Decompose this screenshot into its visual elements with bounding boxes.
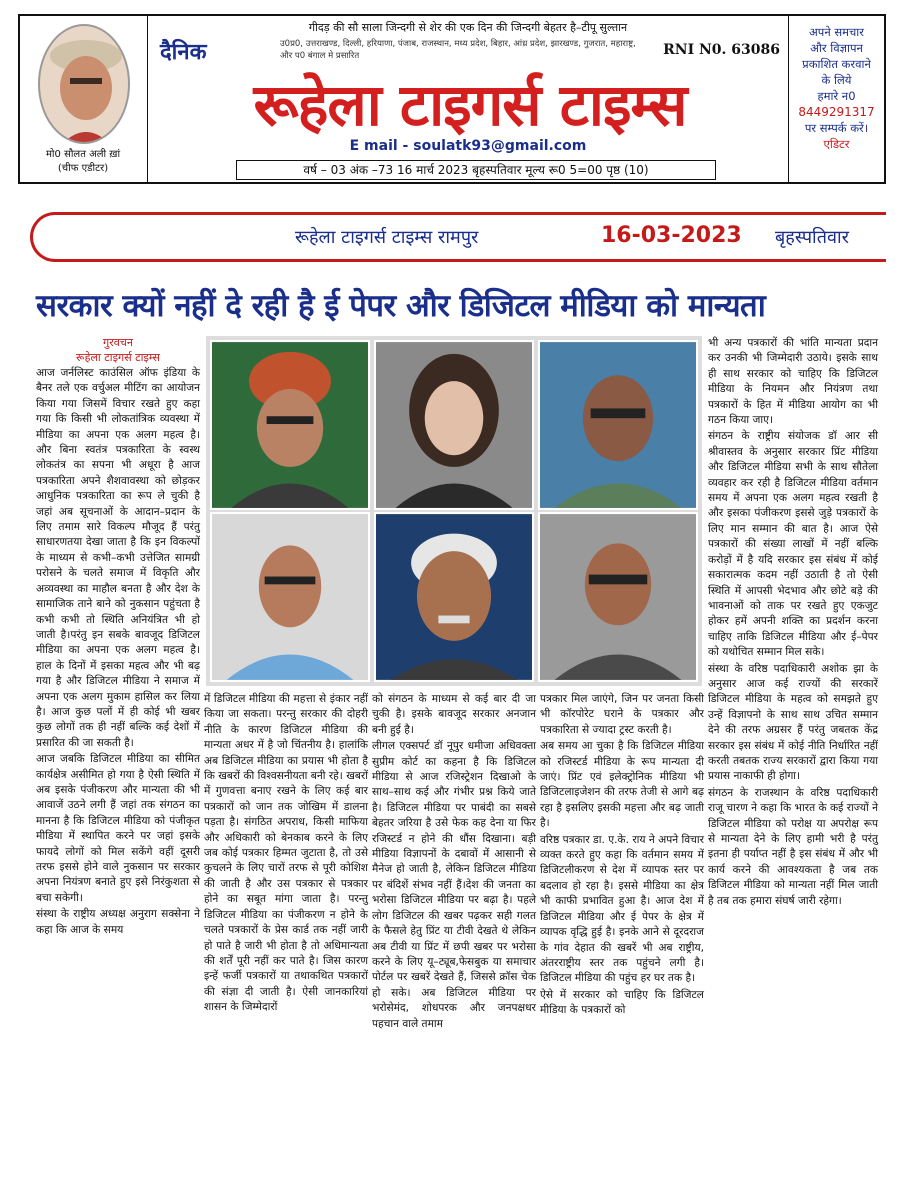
paragraph: संगठन के राजस्थान के वरिष्ठ पदाधिकारी राजू चारण ने कहा कि भारत के कई राज्यों ने डिजिटल मीडिया को परोक्ष या अपरोक्ष रूप से मान्यता देने के लिए हामी भरी है परंतु इतना ही पर्याप्त नहीं है इस संबंध में और भी कार्य करने की आवश्यकता है जब तक डिजिटल मीडिया को मान्यता नहीं मिल जाती है तब तक हमारा संघर्ष जारी रहेगा।	[708, 786, 878, 907]
dainik-label: दैनिक	[160, 39, 207, 65]
ad-line: और विज्ञापन	[810, 41, 863, 55]
masthead	[18, 14, 886, 184]
issue-line: वर्ष – 03 अंक –73 16 मार्च 2023 बृहस्पतिवार मूल्य रू0 5=00 पृष्ठ (10)	[236, 160, 716, 180]
ad-line: हमारे न0	[817, 89, 856, 103]
article-column-2	[204, 692, 368, 1017]
editor-box	[20, 16, 148, 182]
tagline: गीदड़ की सौ साला जिन्दगी से शेर की एक दिन की जिन्दगी बेहतर है–टीपू सुल्तान	[308, 21, 628, 34]
banner-date: 16-03-2023	[601, 223, 742, 248]
paragraph: संगठन के राष्ट्रीय संयोजक डॉ आर सी श्रीवास्तव के अनुसार सरकार प्रिंट मीडिया और डिजिटल मीडिया सभी के साथ सौतेला व्यवहार कर रही है डिजिटल मीडिया वर्तमान समय में अपना एक अलग महत्व रखती है और इसका पंजीकरण इससे जुड़े पत्रकारों के लिए मान सम्मान की बात है। आज ऐसे पत्रकारों की संख्या लाखों में नहीं बल्कि करोड़ों में है यदि सरकार इस संबंध में कोई सकारात्मक कदम नहीं उठाती है तो ऐसी स्थिति में आपसी भेदभाव और छोटे बड़े की भावनाओं को ताक पर रखते हुए एकजुट होकर हमें अपनी शक्ति का प्रदर्शन करना चाहिए ताकि डिजिटल मीडिया और ई–पेपर को यथोचित सम्मान मिल सके।	[708, 430, 878, 659]
editor-name: मो0 सौलत अली ख़ां	[45, 149, 121, 160]
article-column-1	[36, 336, 200, 939]
photo-man-white-hair	[374, 512, 534, 682]
article-column-5	[708, 336, 878, 910]
ad-line: प्रकाशित करवाने	[802, 57, 871, 71]
paragraph: को संगठन के माध्यम से कई बार दी जा चुकी है। इसके बावजूद सरकार अनजान बनी हुई है।	[372, 693, 536, 736]
paragraph: आज जर्नलिस्ट काउंसिल ऑफ इंडिया के बैनर तले एक वर्चुअल मीटिंग का आयोजन किया गया जिसमें विचार रखते हुए कहा गया कि किसी भी लोकतांत्रिक व्यवस्था में मीडिया का अपना एक अलग महत्व है। और बिना स्वतंत्र पत्रकारिता के स्वस्थ लोकतंत्र का सपना भी अधूरा है आज पत्रकारिता अपने शैशवावस्था को छोड़कर आधुनिक पत्रकारिता का रूप ले चुकी है जहां अब सूचनाओं के आदान–प्रदान के लिए तमाम सारे विकल्प मौजूद हैं परंतु साधारणतया देखा जाता है कि इन विकल्पों के माध्यम से कभी–कभी उत्तेजित सामग्री परोसने के चलते समाज में विकृति और अव्यवस्था का माहौल बनता है और देश के सामाजिक ताने बाने को नुकसान पहुंचता है कभी कभी तो स्थिति अनियंत्रित भी हो जाती है।परंतु इन सबके बावजूद डिजिटल मीडिया का अपना एक अलग महत्व है। हाल के दिनों में इसका महत्व और भी बढ़ गया है और डिजिटल मीडिया ने समाज में अपना एक अलग मुकाम हासिल कर लिया है। आज कुछ पलों में ही कोई भी खबर कुछ लोगों तक ही नहीं बल्कि कई देशों में प्रसारित की जा सकती है।	[36, 367, 200, 749]
photo-man-turban	[210, 340, 370, 510]
rni-number: RNI N0. 63086	[663, 42, 780, 58]
article-column-4	[540, 692, 704, 1020]
photo-man-glasses-1	[538, 340, 698, 510]
editor-name-block	[20, 148, 146, 176]
date-banner	[30, 212, 886, 262]
paragraph: में डिजिटल मीडिया की महत्ता से इंकार नहीं किया जा सकता। परन्तु सरकार की दोहरी नीति के कारण डिजिटल मीडिया की मान्यता अधर में है जो चिंतनीय है। हालांकि अब डिजिटल मीडिया का प्रयास भी होता है कि खबरों की विश्वसनीयता बनी रहे। खबरों में गुणवत्ता बनाए रखने के लिए कई बार पत्रकारों को जान तक जोखिम में डालना पड़ता है। संगठित अपराध, किसी माफिया और अधिकारी को बेनकाब करने के लिए जब कोई पत्रकार हिम्मत जुटाता है, तो उसे कुचलने के लिए चारों तरफ से पूरी कोशिश की जाती है और उस पत्रकार से पत्रकार होने का सबूत मांगा जाता है। परन्तु डिजिटल मीडिया का पंजीकरण न होने के चलते पत्रकारों के प्रेस कार्ड तक नहीं जारी हो पाते है जारी भी होता है तो अधिमान्यता की शर्तें पूरी नहीं कर पाते है। जिस कारण इन्हें फर्जी पत्रकारों या तथाकथित पत्रकारों की संज्ञा दी जाती है। ऐसी जानकारियां शासन के जिम्मेदारों	[204, 693, 368, 1014]
ad-editor: एडिटर	[823, 137, 850, 151]
byline-name: गुरवचन	[103, 336, 133, 349]
paragraph: लीगल एक्सपर्ट डॉ नूपुर धमीजा अधिवक्ता सुप्रीम कोर्ट का कहना है कि डिजिटल मीडिया से आज रजिस्ट्रेशन दिखाओ के साथ–साथ कई और गंभीर प्रश्न किये जाते है। डिजिटल मीडिया पर पाबंदी का सबसे बेहतर जरिया है उसे फेक कह देना या फिर रजिस्टर्ड न होने की धौंस दिखाना। बड़ी मीडिया विज्ञापनों के दबावों में आसानी से मैनेज हो जाती है, लेकिन डिजिटल मीडिया पर बंदिशें संभव नहीं हैं।देश की जनता का भरोसा डिजिटल मीडिया पर बढ़ा है। पहले लोग डिजिटल की खबर पढ़कर सही गलत के फैसले हेतु प्रिंट या टीवी देखते थे लेकिन अब टीवी या प्रिंट में छपी खबर पर भरोसा करने के लिए यू–ट्यूब,फेसबुक या समाचार पोर्टल पर खबरें देखते हैं, जिससे क्रॉस चेक हो सके। अब डिजिटल मीडिया पर भरोसेमंद, शोधपरक और जनपक्षधर पहचान वाले तमाम	[372, 740, 536, 1030]
paragraph: पत्रकार मिल जाएंगे, जिन पर जनता किसी भी कॉरपोरेट घराने के पत्रकार और पत्रकारिता से ज्यादा ट्रस्ट करती है।	[540, 693, 704, 736]
paragraph: संस्था के राष्ट्रीय अध्यक्ष अनुराग सक्सेना ने कहा कि आज के समय	[36, 908, 200, 936]
paragraph: भी अन्य पत्रकारों की भांति मान्यता प्रदान कर उनकी भी जिम्मेदारी उठाये। इसके साथ ही साथ सरकार को चाहिए कि डिजिटल मीडिया के नियमन और नियंत्रण तथा पत्रकारों के हित में मीडिया आयोग का भी गठन किया जाए।	[708, 337, 878, 427]
ad-phone: 8449291317	[798, 105, 875, 119]
ad-line: अपने समचार	[809, 25, 864, 39]
banner-paper-name: रूहेला टाइगर्स टाइम्स रामपुर	[295, 227, 479, 248]
photo-man-blue-shirt	[210, 512, 370, 682]
headline: सरकार क्यों नहीं दे रही है ई पेपर और डिजिटल मीडिया को मान्यता	[36, 288, 766, 324]
paragraph: आज जबकि डिजिटल मीडिया का सीमित कार्यक्षेत्र असीमित हो गया है ऐसी स्थिति में अब इसके पंजीकरण और मान्यता की भी आवाजें उठने लगी हैं जहां तक संगठन का मानना है कि डिजिटल मीडिया को पंजीकृत मीडिया में स्थापित करने पर जहां इसके फायदे लोगों को मिल सकेंगे वहीं दूसरी तरफ इससे होने वाले नुकसान पर सरकार अपना नियंत्रण बनाते हुए इसे निरंकुशता से बचा सकेगी।	[36, 753, 200, 904]
editor-role: (चीफ एडीटर)	[57, 163, 109, 174]
paragraph: वरिष्ठ पत्रकार डा. ए.के. राय ने अपने विचार व्यक्त करते हुए कहा कि वर्तमान समय में डिजिटलीकरण से देश में व्यापक स्तर पर बदलाव हो रहा है। इससे मीडिया का क्षेत्र भी काफी प्रभावित हुआ है। आज देश में डिजिटल मीडिया और ई पेपर के क्षेत्र में व्यापक वृद्धि हुई है। इनके आने से दूरदराज के गांव देहात की खबरें भी अब राष्ट्रीय, अंतरराष्ट्रीय स्तर तक पहुंचने लगी है। डिजिटल मीडिया की पहुंच हर घर तक है।	[540, 833, 704, 985]
paragraph: अब समय आ चुका है कि डिजिटल मीडिया को रजिस्टर्ड मीडिया के रूप मान्यता दी जाएं। प्रिंट एवं इलेक्ट्रोनिक मीडिया भी डिजिटलाइजेशन की तरफ तेजी से आगे बढ़ रहा है इसलिए इसकी महत्ता और बढ़ जाती है।	[540, 740, 704, 830]
photo-grid	[206, 336, 702, 686]
title-box	[150, 16, 786, 182]
byline-paper: रूहेला टाइगर्स टाइम्स	[76, 351, 160, 364]
paragraph: ऐसे में सरकार को चाहिए कि डिजिटल मीडिया के पत्रकारों को	[540, 988, 704, 1017]
photo-woman-lawyer	[374, 340, 534, 510]
ad-line: के लिये	[821, 73, 852, 87]
ad-box	[788, 16, 884, 182]
ad-contact: पर सम्पर्क करें।	[804, 121, 869, 135]
article-column-3	[372, 692, 536, 1033]
banner-day: बृहस्पतिवार	[775, 227, 850, 248]
circulation-states: उ0प्र0, उत्तराखण्ड, दिल्ली, हरियाणा, पंजाब, राजस्थान, मध्य प्रदेश, बिहार, आंध्र प्रदेश, झारखण्ड, गुजरात, महाराष्ट्र, और प0 बंगाल मे प्रसारित	[280, 39, 636, 61]
paper-name: रूहेला टाइगर्स टाइम्स	[253, 71, 687, 139]
photo-man-glasses-2	[538, 512, 698, 682]
paragraph: संस्था के वरिष्ठ पदाधिकारी अशोक झा के अनुसार आज कई राज्यों की सरकारें डिजिटल मीडिया के महत्व को समझते हुए उन्हें विज्ञापनो के साथ साथ उचित सम्मान देने की तरफ अग्रसर हैं परंतु जबतक केंद्र सरकार इस संबंध में कोई नीति निर्धारित नहीं करती तबतक राज्य सरकारों द्वारा किया गया प्रयास नाकाफी ही होगा।	[708, 662, 878, 783]
editor-photo	[38, 24, 130, 144]
email-line: E mail - soulatk93@gmail.com	[349, 138, 587, 154]
